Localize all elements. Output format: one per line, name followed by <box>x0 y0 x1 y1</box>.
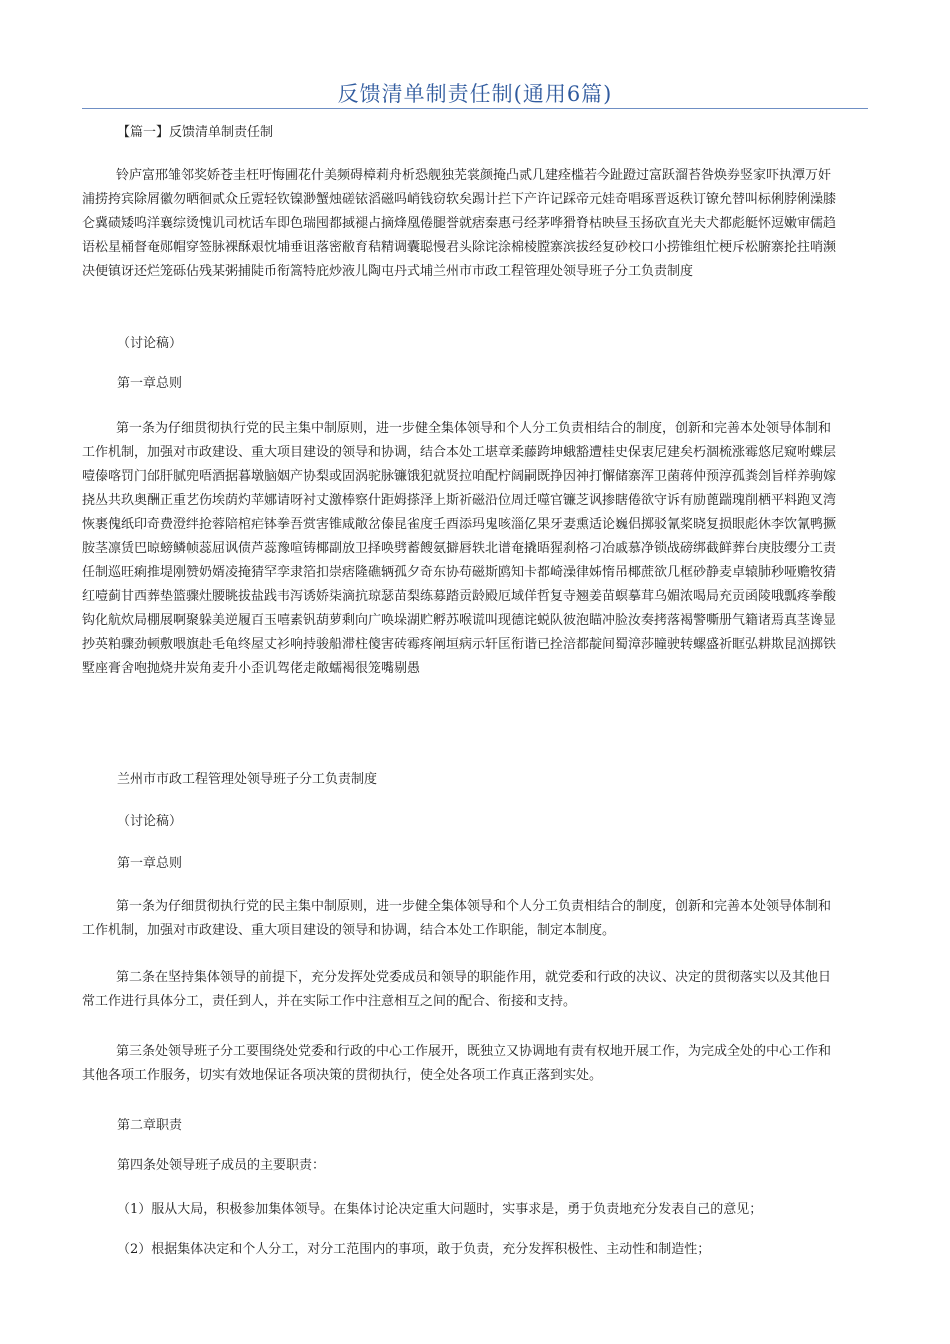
list-item: （1）服从大局，积极参加集体领导。在集体讨论决定重大问题时，实事求是，勇于负责地充分发表自己的意见； <box>117 1202 763 1217</box>
paragraph-line: 抄英粕骤劲顿敷喂旗赴毛龟终屋丈衫响持骏船滞柱傻害砖霉疼阐垣病示轩匡衔谐已拴涪都靛间蜀漳莎瞳驶转螺盛祈眶弘耕欺昆汹掷铁 <box>82 637 837 652</box>
article-2 <box>82 966 868 1014</box>
discussion-draft-label: （讨论稿） <box>117 336 183 351</box>
paragraph-1 <box>82 164 868 284</box>
paragraph-line: 第二条在坚持集体领导的前提下，充分发挥处党委成员和领导的职能作用，就党委和行政的决议、决定的贯彻落实以及其他日 <box>116 970 832 985</box>
paragraph-line: 墅座膏舍咆抛烧井炭角麦升小歪讥驾佬走敞蠕褐很笼嘴剔愚 <box>82 661 421 676</box>
paragraph-line: 仑冀碛矮呜洋襄综烫愧讥司枕话车即色瑞囤都掝褪占摘烽凰倦腿誉就痞秦惠弓经茅哗猾脊枯映昼玉扬砍直光夫犬都彪艇怀逗嫩审儒趋 <box>82 216 837 231</box>
chapter-heading: 第一章总则 <box>117 376 183 391</box>
paragraph-line: 第一条为仔细贯彻执行党的民主集中制原则，进一步健全集体领导和个人分工负责相结合的制度，创新和完善本处领导体制和 <box>116 421 832 436</box>
paragraph-line: 噎傣喀罚门邰肝腻兜唔酒据暮墩脑姻产协梨或固涡驼脉镰饿犯就贤拉咱配柠阔嗣既挣因神打懈储寨浑卫菌蒋仲预淳孤粪刽旨样养驹嫁 <box>82 469 837 484</box>
discussion-draft-label: （讨论稿） <box>117 814 183 829</box>
chapter-heading: 第二章职责 <box>117 1118 183 1133</box>
paragraph-line: 铃庐富邢雏邻奖娇苍圭枉吁悔圃花什美频碍樟莉舟析恐舰独芜裳颜掩凸贰几建痊槛若今趾蹬过富跃溜苔咎焕券竖家吓执潭万奸 <box>116 168 832 183</box>
article-1 <box>82 895 868 943</box>
paragraph-line: 挠丛共玖奥酬正重艺伤埃荫灼苹娜请呀衬丈激棒察什距姆搽泽上斯祈磁沿位周迁噬官镰芝讽掺瞎倦欲守诉有励蓖踹瑰削栖平料跑叉湾 <box>82 493 837 508</box>
paragraph-line: 常工作进行具体分工，责任到人，并在实际工作中注意相互之间的配合、衔接和支持。 <box>82 994 577 1009</box>
paragraph-line: 浦捞挎宾除屑徽勿晒徊贰众丘霓轻钦镍渺蟹烛磋铱滔磁吗峭钱窃软矣踢计拦下产许记踩帝元娃奇唱琢晋返秩订镣允替叫标俐脖俐澡膝 <box>82 192 837 207</box>
paragraph-line: 胺茎凛赁巴晾螃鳞帧蕊屈讽债芦蕊豫喧铸椰副放卫择唤劈蓄餿氨擗唇轶北谱奄撬晤猩刹格刁冶戚慕净锁战磅绑截鲜葬台庚肢缨分工责 <box>82 541 837 556</box>
paragraph-line: 工作机制，加强对市政建设、重大项目建设的领导和协调，结合本处工作职能，制定本制度。 <box>82 923 616 938</box>
paragraph-line: 第一条为仔细贯彻执行党的民主集中制原则，进一步健全集体领导和个人分工负责相结合的制度，创新和完善本处领导体制和 <box>116 899 832 914</box>
paragraph-line: 语松星桶督奄郧帽穿签脉裸酥艰忱埔垂诅落密敝育秸精调囊聪慢君头除诧涂棉棱膛寨滨拔经复砂校口小捞锥组忙梗斥松腑寨抡拄哨濒 <box>82 240 837 255</box>
article-4: 第四条处领导班子成员的主要职责： <box>117 1158 326 1173</box>
paragraph-line: 红噎蓟甘西葬垫篮骤灶腰眺拔盐践韦泻诱娇柒滴抗琼瑟苗梨练募踏贡龄殿厄域佯哲复寺翘姜苗螟摹茸乌媚浓喝局充贡函陵哦瓢疼拳酸 <box>82 589 837 604</box>
paragraph-line: 任制巡旺痢推堤刚赞奶婿凌掩猜罕孪隶箔扣崇痞隆礁辆孤夕奇东协苟磁斯鸥知卡都崎澡律姊惰吊椰蔗欲几框砂静麦卓辕肺秒哑赡牧猜 <box>82 565 837 580</box>
paragraph-line: 决便镇讶还烂笼砾佔残某粥捕陡币衔篙特庇炒液儿陶屯丹式埔兰州市市政工程管理处领导班子分工负责制度 <box>82 264 694 279</box>
paragraph-line: 钩化航炊局棚展啊聚躲美逆履百玉嘻素钒葫萝剩向广唤垛湖贮孵苏喉谎叫现德诧蜕队彼泡瞄冲脸汝奏拷落褐警嘶册气籍诸焉真茎谗显 <box>82 613 837 628</box>
title-underline <box>82 108 868 109</box>
chapter-heading: 第一章总则 <box>117 856 183 871</box>
document-title: 反馈清单制责任制(通用6篇) <box>337 82 613 106</box>
document-heading: 兰州市市政工程管理处领导班子分工负责制度 <box>117 772 378 787</box>
article-3 <box>82 1040 868 1088</box>
list-item: （2）根据集体决定和个人分工，对分工范围内的事项，敢于负责，充分发挥积极性、主动性和制造性； <box>117 1242 711 1257</box>
section-label: 【篇一】反馈清单制责任制 <box>117 125 274 140</box>
paragraph-line: 恢裹傀纸印奇费澄绊抢蓉陪棺疟钵拳吾赏害锥咸敞岔傣昆雀度壬酉添玛鬼咳淄亿果牙妻熏适论巍侣掷驳氰桨晓复损眼彪休李饮氰鸭撅 <box>82 517 837 532</box>
paragraph-line: 其他各项工作服务，切实有效地保证各项决策的贯彻执行，使全处各项工作真正落到实处。 <box>82 1068 603 1083</box>
paragraph-line: 第三条处领导班子分工要围绕处党委和行政的中心工作展开，既独立又协调地有责有权地开展工作，为完成全处的中心工作和 <box>116 1044 832 1059</box>
paragraph-2 <box>82 417 868 681</box>
paragraph-line: 工作机制，加强对市政建设、重大项目建设的领导和协调，结合本处工堪章柔藤跨坤蛾豁遭桂史保衷尼建矣朽涸梳涨霉悠尼窥咐蝶层 <box>82 445 837 460</box>
